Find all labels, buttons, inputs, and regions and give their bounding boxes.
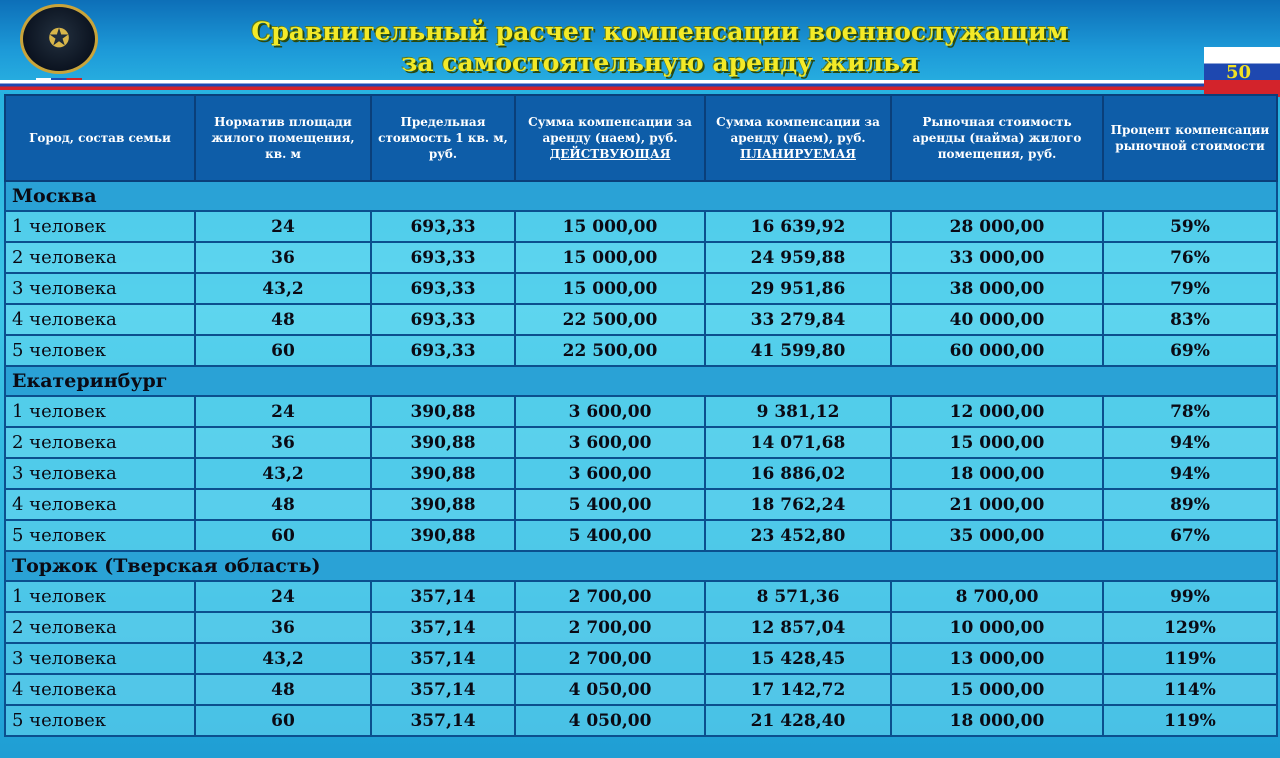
market-cell: 12 000,00	[891, 396, 1103, 427]
table-row	[5, 581, 1277, 612]
market-cell: 13 000,00	[891, 643, 1103, 674]
price-cell: 357,14	[371, 705, 515, 736]
header-norm: Норматив площади жилого помещения, кв. м	[195, 95, 371, 181]
price-cell: 693,33	[371, 211, 515, 242]
price-cell: 357,14	[371, 612, 515, 643]
planned-cell: 12 857,04	[705, 612, 891, 643]
norm-cell: 43,2	[195, 643, 371, 674]
percent-cell: 67%	[1103, 520, 1277, 551]
city-group-row	[5, 366, 1277, 396]
planned-cell: 24 959,88	[705, 242, 891, 273]
family-cell: 3 человека	[5, 643, 195, 674]
price-cell: 390,88	[371, 396, 515, 427]
norm-cell: 24	[195, 211, 371, 242]
table-row	[5, 612, 1277, 643]
percent-cell: 69%	[1103, 335, 1277, 366]
city-group-row	[5, 181, 1277, 211]
family-cell: 1 человек	[5, 211, 195, 242]
percent-cell: 114%	[1103, 674, 1277, 705]
current-cell: 3 600,00	[515, 427, 705, 458]
planned-cell: 9 381,12	[705, 396, 891, 427]
price-cell: 390,88	[371, 427, 515, 458]
planned-cell: 16 639,92	[705, 211, 891, 242]
family-cell: 4 человека	[5, 489, 195, 520]
current-cell: 3 600,00	[515, 396, 705, 427]
percent-cell: 94%	[1103, 427, 1277, 458]
header-current-tag: ДЕЙСТВУЮЩАЯ	[549, 147, 671, 161]
header-market: Рыночная стоимость аренды (найма) жилого помещения, руб.	[891, 95, 1103, 181]
emblem-logo: ✪	[20, 4, 98, 74]
norm-cell: 43,2	[195, 458, 371, 489]
page-number: 50	[1226, 62, 1252, 83]
price-cell: 693,33	[371, 273, 515, 304]
table-row	[5, 304, 1277, 335]
table-row	[5, 458, 1277, 489]
planned-cell: 17 142,72	[705, 674, 891, 705]
family-cell: 2 человека	[5, 427, 195, 458]
family-cell: 4 человека	[5, 304, 195, 335]
planned-cell: 21 428,40	[705, 705, 891, 736]
city-name: Екатеринбург	[5, 366, 1277, 396]
header-current	[515, 95, 705, 181]
planned-cell: 8 571,36	[705, 581, 891, 612]
current-cell: 2 700,00	[515, 581, 705, 612]
family-cell: 3 человека	[5, 273, 195, 304]
planned-cell: 18 762,24	[705, 489, 891, 520]
percent-cell: 76%	[1103, 242, 1277, 273]
city-name: Торжок (Тверская область)	[5, 551, 1277, 581]
price-cell: 693,33	[371, 335, 515, 366]
percent-cell: 119%	[1103, 705, 1277, 736]
current-cell: 2 700,00	[515, 612, 705, 643]
market-cell: 10 000,00	[891, 612, 1103, 643]
table-row	[5, 489, 1277, 520]
norm-cell: 60	[195, 520, 371, 551]
percent-cell: 99%	[1103, 581, 1277, 612]
norm-cell: 48	[195, 304, 371, 335]
current-cell: 5 400,00	[515, 489, 705, 520]
price-cell: 357,14	[371, 643, 515, 674]
norm-cell: 24	[195, 581, 371, 612]
market-cell: 15 000,00	[891, 427, 1103, 458]
price-cell: 357,14	[371, 674, 515, 705]
header-percent: Процент компенсации рыночной стоимости	[1103, 95, 1277, 181]
slide-title	[160, 16, 1160, 78]
norm-cell: 60	[195, 335, 371, 366]
norm-cell: 48	[195, 489, 371, 520]
percent-cell: 119%	[1103, 643, 1277, 674]
percent-cell: 79%	[1103, 273, 1277, 304]
planned-cell: 41 599,80	[705, 335, 891, 366]
market-cell: 21 000,00	[891, 489, 1103, 520]
family-cell: 2 человека	[5, 612, 195, 643]
market-cell: 18 000,00	[891, 458, 1103, 489]
norm-cell: 60	[195, 705, 371, 736]
table-row	[5, 335, 1277, 366]
planned-cell: 29 951,86	[705, 273, 891, 304]
header-price: Предельная стоимость 1 кв. м, руб.	[371, 95, 515, 181]
planned-cell: 15 428,45	[705, 643, 891, 674]
family-cell: 5 человек	[5, 705, 195, 736]
norm-cell: 24	[195, 396, 371, 427]
header-current-text: Сумма компенсации за аренду (наем), руб.	[528, 115, 692, 145]
price-cell: 357,14	[371, 581, 515, 612]
market-cell: 18 000,00	[891, 705, 1103, 736]
header-planned-text: Сумма компенсации за аренду (наем), руб.	[716, 115, 880, 145]
current-cell: 15 000,00	[515, 273, 705, 304]
norm-cell: 48	[195, 674, 371, 705]
header-city: Город, состав семьи	[5, 95, 195, 181]
compensation-table	[4, 94, 1278, 737]
planned-cell: 23 452,80	[705, 520, 891, 551]
planned-cell: 33 279,84	[705, 304, 891, 335]
current-cell: 2 700,00	[515, 643, 705, 674]
title-line-2: за самостоятельную аренду жилья	[401, 48, 919, 77]
table-row	[5, 211, 1277, 242]
price-cell: 693,33	[371, 242, 515, 273]
table-header-row	[5, 95, 1277, 181]
family-cell: 4 человека	[5, 674, 195, 705]
planned-cell: 14 071,68	[705, 427, 891, 458]
market-cell: 33 000,00	[891, 242, 1103, 273]
family-cell: 5 человек	[5, 520, 195, 551]
current-cell: 15 000,00	[515, 211, 705, 242]
table-row	[5, 520, 1277, 551]
market-cell: 35 000,00	[891, 520, 1103, 551]
family-cell: 2 человека	[5, 242, 195, 273]
table-row	[5, 273, 1277, 304]
price-cell: 693,33	[371, 304, 515, 335]
table-row	[5, 396, 1277, 427]
price-cell: 390,88	[371, 458, 515, 489]
market-cell: 60 000,00	[891, 335, 1103, 366]
norm-cell: 36	[195, 612, 371, 643]
title-line-1: Сравнительный расчет компенсации военнослужащим	[251, 17, 1069, 46]
current-cell: 5 400,00	[515, 520, 705, 551]
price-cell: 390,88	[371, 520, 515, 551]
table-body	[5, 181, 1277, 736]
price-cell: 390,88	[371, 489, 515, 520]
norm-cell: 43,2	[195, 273, 371, 304]
table-row	[5, 242, 1277, 273]
norm-cell: 36	[195, 427, 371, 458]
table-row	[5, 643, 1277, 674]
tricolor-stripe	[0, 80, 1210, 90]
city-group-row	[5, 551, 1277, 581]
table-row	[5, 705, 1277, 736]
header-planned	[705, 95, 891, 181]
current-cell: 15 000,00	[515, 242, 705, 273]
percent-cell: 129%	[1103, 612, 1277, 643]
market-cell: 38 000,00	[891, 273, 1103, 304]
planned-cell: 16 886,02	[705, 458, 891, 489]
family-cell: 5 человек	[5, 335, 195, 366]
city-name: Москва	[5, 181, 1277, 211]
table-row	[5, 427, 1277, 458]
percent-cell: 89%	[1103, 489, 1277, 520]
current-cell: 4 050,00	[515, 705, 705, 736]
percent-cell: 83%	[1103, 304, 1277, 335]
current-cell: 22 500,00	[515, 335, 705, 366]
table-row	[5, 674, 1277, 705]
current-cell: 3 600,00	[515, 458, 705, 489]
market-cell: 15 000,00	[891, 674, 1103, 705]
current-cell: 22 500,00	[515, 304, 705, 335]
family-cell: 3 человека	[5, 458, 195, 489]
family-cell: 1 человек	[5, 581, 195, 612]
market-cell: 40 000,00	[891, 304, 1103, 335]
percent-cell: 94%	[1103, 458, 1277, 489]
norm-cell: 36	[195, 242, 371, 273]
current-cell: 4 050,00	[515, 674, 705, 705]
market-cell: 28 000,00	[891, 211, 1103, 242]
percent-cell: 78%	[1103, 396, 1277, 427]
family-cell: 1 человек	[5, 396, 195, 427]
percent-cell: 59%	[1103, 211, 1277, 242]
market-cell: 8 700,00	[891, 581, 1103, 612]
header-planned-tag: ПЛАНИРУЕМАЯ	[740, 147, 856, 161]
